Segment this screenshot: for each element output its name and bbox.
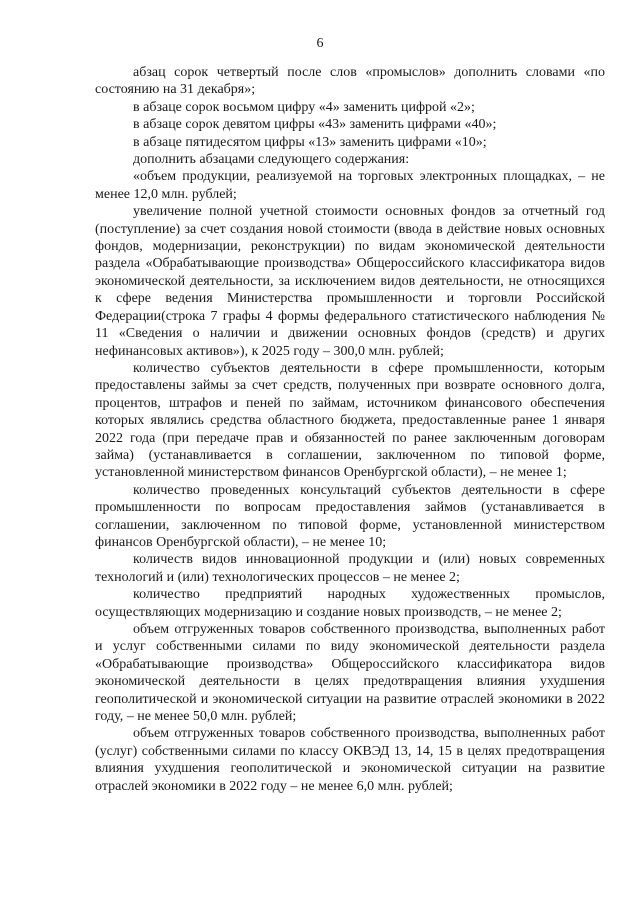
paragraph: количеств видов инновационной продукции и (или) новых современных технологий и (или) технологических процессов – не менее 2;: [95, 552, 605, 585]
paragraph: увеличение полной учетной стоимости основных фондов за отчетный год (поступление) за счет создания новой стоимости (ввода в действие новых основных фондов, модернизации, реконструкции) по видам экономической деятельности раздела «Обрабатывающие производства» Общероссийского классификатора видов экономической деятельности, за исключением видов деятельности, не относящихся к сфере ведения Министерства промышленности и торговли Российской Федерации(строка 7 графы 4 формы федерального статистического наблюдения № 11 «Сведения о наличии и движении основных фондов (средств) и других нефинансовых активов»), к 2025 году – 300,0 млн. рублей;: [95, 204, 605, 359]
paragraph: количество субъектов деятельности в сфере промышленности, которым предоставлены займы за счет средств, полученных при возврате основного долга, процентов, штрафов и пеней по займам, источником финансового обеспечения которых являлись средства областного бюджета, предоставленные ранее 1 января 2022 года (при передаче прав и обязанностей по ранее заключенным договорам займа) (устанавливается в соглашении, заключенном по типовой форме, установленной министерством финансов Оренбургской области), – не менее 1;: [95, 360, 605, 481]
paragraph: объем отгруженных товаров собственного производства, выполненных работ (услуг) собственными силами по классу ОКВЭД 13, 14, 15 в целях предотвращения влияния ухудшения геополитической и экономической ситуации на развитие отраслей экономики в 2022 году – не менее 6,0 млн. рублей;: [95, 726, 605, 794]
paragraph: дополнить абзацами следующего содержания:: [133, 152, 410, 168]
paragraph: объем отгруженных товаров собственного производства, выполненных работ и услуг собственными силами по виду экономической деятельности раздела «Обрабатывающие производства» Общероссийского классификатора видов экономической деятельности в целях предотвращения влияния ухудшения геополитической и экономической ситуации на развитие отраслей экономики в 2022 году, – не менее 50,0 млн. рублей;: [95, 622, 605, 725]
paragraph: абзац сорок четвертый после слов «промыслов» дополнить словами «по состоянию на 31 декабря»;: [95, 65, 605, 98]
page-number: 6: [316, 36, 324, 51]
paragraph: количество проведенных консультаций субъектов деятельности в сфере промышленности по вопросам предоставления займов (устанавливается в соглашении, заключенном по типовой форме, установленной министерством финансов Оренбургской области), – не менее 10;: [95, 482, 605, 550]
paragraph: в абзаце сорок восьмом цифру «4» заменить цифрой «2»;: [133, 99, 475, 115]
paragraph: в абзаце пятидесятом цифры «13» заменить цифрами «10»;: [133, 134, 487, 150]
paragraph: «объем продукции, реализуемой на торговых электронных площадках, – не менее 12,0 млн. рублей;: [95, 169, 605, 202]
paragraph: в абзаце сорок девятом цифры «43» заменить цифрами «40»;: [133, 117, 497, 133]
document-body: [95, 64, 605, 795]
paragraph: количество предприятий народных художественных промыслов, осуществляющих модернизацию и создание новых производств, – не менее 2;: [95, 587, 605, 620]
